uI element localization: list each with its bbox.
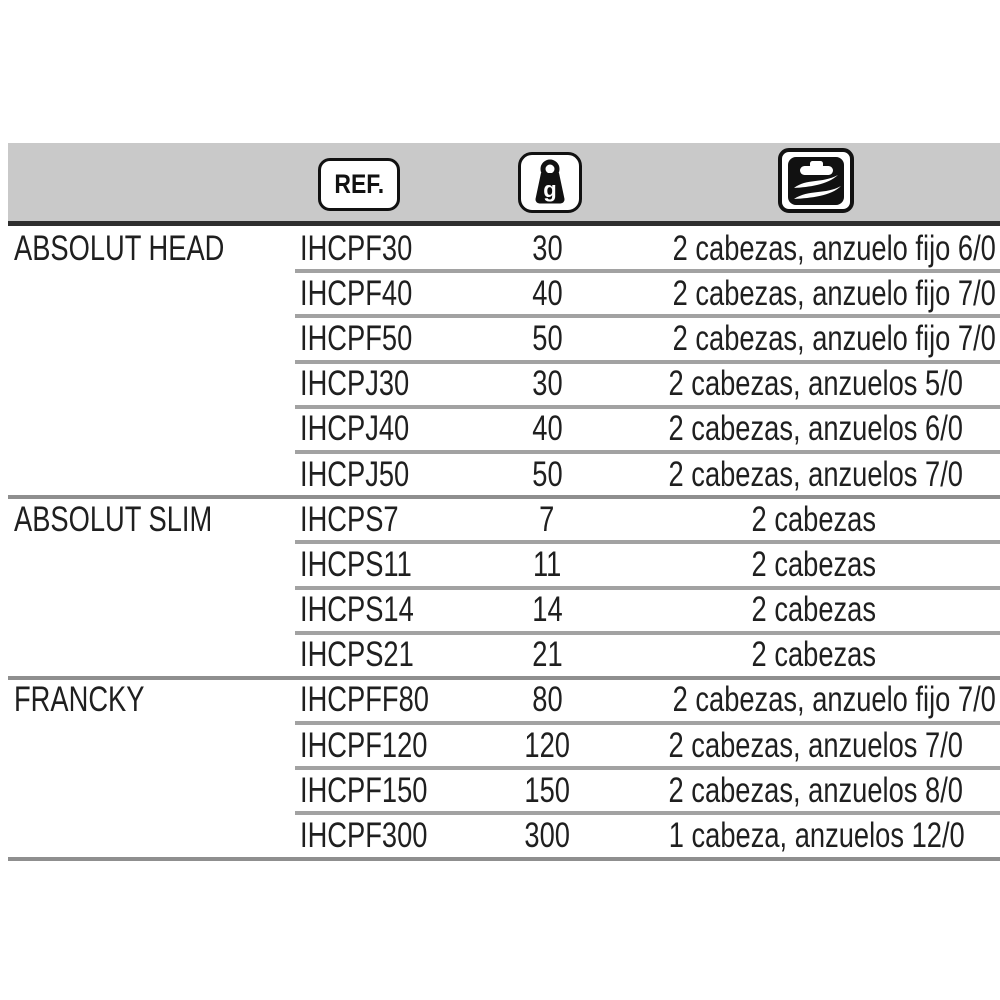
ref-badge: [318, 158, 400, 211]
weight-value: 11: [532, 544, 562, 584]
table-row: [8, 768, 1000, 813]
description: 2 cabezas, anzuelo fijo 7/0: [672, 273, 996, 313]
description: 2 cabezas: [751, 499, 876, 539]
weight-value: 150: [524, 770, 570, 810]
table-row: [8, 407, 1000, 452]
weight-value: 300: [524, 816, 570, 856]
ref-code: IHCPF50: [300, 318, 413, 358]
weight-value: 50: [531, 454, 563, 494]
description: 2 cabezas: [751, 590, 876, 630]
description: 2 cabezas, anzuelos 7/0: [668, 454, 963, 494]
weight-value: 21: [531, 635, 563, 675]
table-row: [8, 678, 1000, 723]
table-body: [8, 226, 1000, 859]
ref-code: IHCPJ50: [300, 454, 410, 494]
ref-code: IHCPS14: [300, 590, 414, 630]
weight-value: 14: [531, 590, 563, 630]
table-row: [8, 452, 1000, 497]
description: 2 cabezas, anzuelo fijo 7/0: [672, 680, 996, 720]
weight-value: 80: [531, 680, 563, 720]
ref-code: IHCPS7: [300, 499, 399, 539]
soft-lure-glyph: [787, 156, 845, 206]
table-row: [8, 362, 1000, 407]
ref-code: IHCPS21: [300, 635, 414, 675]
ref-code: IHCPJ30: [300, 364, 410, 404]
description: 2 cabezas, anzuelos 8/0: [668, 770, 963, 810]
description: 2 cabezas: [751, 635, 876, 675]
description: 2 cabezas, anzuelos 5/0: [668, 364, 963, 404]
table-header: [8, 143, 1000, 221]
weight-glyph: [528, 159, 572, 207]
product-group-name: ABSOLUT HEAD: [14, 228, 225, 268]
ref-code: IHCPF300: [300, 816, 428, 856]
description: 2 cabezas, anzuelos 7/0: [668, 725, 963, 765]
ref-code: IHCPJ40: [300, 409, 410, 449]
soft-lure-icon: [778, 148, 854, 213]
weight-value: 30: [531, 228, 563, 268]
table-row: [8, 542, 1000, 587]
table-row: [8, 588, 1000, 633]
product-group-name: FRANCKY: [14, 680, 145, 720]
weight-icon: [518, 152, 582, 213]
ref-code: IHCPS11: [300, 544, 412, 584]
table-row: [8, 316, 1000, 361]
product-group-name: ABSOLUT SLIM: [14, 499, 213, 539]
ref-code: IHCPF120: [300, 725, 428, 765]
ref-label: REF.: [334, 169, 384, 199]
table-row: [8, 723, 1000, 768]
table-row: [8, 271, 1000, 316]
spec-table: [8, 143, 1000, 859]
description: 2 cabezas: [751, 544, 876, 584]
ref-code: IHCPFF80: [300, 680, 429, 720]
weight-unit-label: g: [543, 176, 557, 202]
description: 2 cabezas, anzuelo fijo 6/0: [672, 228, 996, 268]
weight-value: 30: [531, 364, 563, 404]
description: 2 cabezas, anzuelo fijo 7/0: [672, 318, 996, 358]
weight-value: 120: [524, 725, 570, 765]
weight-value: 40: [531, 273, 563, 313]
weight-value: 7: [539, 499, 555, 539]
description: 1 cabeza, anzuelos 12/0: [668, 816, 965, 856]
table-row: [8, 813, 1000, 858]
table-row: [8, 633, 1000, 678]
ref-code: IHCPF40: [300, 273, 413, 313]
table-row: [8, 226, 1000, 271]
table-row: [8, 497, 1000, 542]
weight-value: 50: [531, 318, 563, 358]
description: 2 cabezas, anzuelos 6/0: [668, 409, 963, 449]
ref-code: IHCPF30: [300, 228, 413, 268]
weight-value: 40: [531, 409, 563, 449]
ref-code: IHCPF150: [300, 770, 428, 810]
